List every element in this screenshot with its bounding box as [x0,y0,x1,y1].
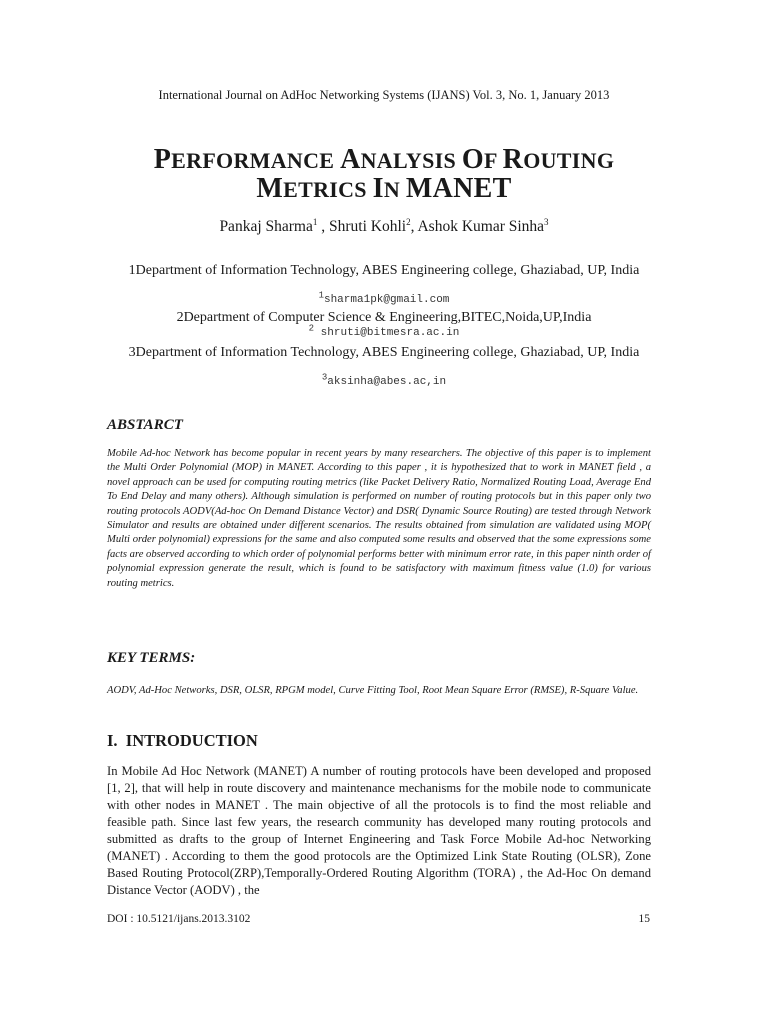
abstract-heading: ABSTARCT [107,417,183,433]
title-line-1 [60,146,708,175]
journal-header: International Journal on AdHoc Networking Systems (IJANS) Vol. 3, No. 1, January 2013 [158,88,610,102]
title-word: MANET [405,173,512,204]
author-sep: , [317,218,329,235]
author-sup: 3 [544,216,549,227]
title-word: ROUTING [502,144,615,175]
author-sep: , [410,218,418,235]
title-word: OF [461,144,503,175]
author-sup: 2 [406,216,411,227]
title-line-2 [60,175,708,204]
email-3: $^3$aksinha@abes.ac,in [321,372,447,388]
introduction-heading: I. INTRODUCTION [107,731,258,750]
key-terms-heading: KEY TERMS: [107,650,196,666]
paper-title [60,146,708,204]
affiliation-3: 3Department of Information Technology, ABES Engineering college, Ghaziabad, UP, India [128,345,640,360]
abstract-text: Mobile Ad-hoc Network has become popular in recent years by many researchers. The objective of this paper is to implement the Multi Order Polynomial (MOP) in MANET. According to this paper , it is hypothesized that to work in MANET field , a novel approach can be used for computing routing metrics (like Packet Delivery Ratio, Normalized Routing Load, Average End To End Delay and many others). Although simulation is performed on number of routing protocols but in this paper only two routing protocols AODV(Ad-hoc On Demand Distance Vector) and DSR( Dynamic Source Routing) are tested through Network Simulator and results are obtained under different scenarios. The results obtained from simulation are validated using MOP( Multi order polynomial) expressions for the same and also computed some results and observed that the some expressions some facts are observed according to which order of polynomial performs better with minimum error rate, in this paper ninth order of polynomial expression generate the result, which is found to be satisfactory with maximum fitness value (1.0) for various routing metrics. [107,448,651,589]
affiliation-1: 1Department of Information Technology, ABES Engineering college, Ghaziabad, UP, India [128,263,640,278]
author-name: Shruti Kohli [328,218,407,235]
title-word: IN [372,173,406,204]
page-number: 15 [638,913,650,925]
email-1: $^1$sharma1pk@gmail.com [318,290,450,306]
footer-doi: DOI : 10.5121/ijans.2013.3102 [107,913,251,925]
title-word: ANALYSIS [340,144,462,175]
title-word: PERFORMANCE [153,144,341,175]
author-list [0,218,768,236]
title-word: METRICS [256,173,373,204]
author-sup: 1 [312,216,318,227]
affiliation-2: 2Department of Computer Science & Engineering,BITEC,Noida,UP,India [176,310,592,325]
introduction-text: In Mobile Ad Hoc Network (MANET) A number of routing protocols have been developed and proposed [1, 2], that will help in route discovery and maintenance mechanisms for the mobile node to communicate with other nodes in MANET . The main objective of all the protocols is to find the most reliable and feasible path. Since last few years, the research community has developed many routing protocols and submitted as drafts to the group of Internet Engineering and Task Force Mobile Ad-hoc Networking (MANET) . According to them the good protocols are the Optimized Link State Routing (OLSR), Zone Based Routing Protocol(ZRP),Temporally-Ordered Routing Algorithm (TORA) , the Ad-Hoc On demand Distance Vector (AODV) , the [107,764,651,897]
email-2: $^2$ shruti@bitmesra.ac.in [308,323,460,339]
key-terms-text: AODV, Ad-Hoc Networks, DSR, OLSR, RPGM model, Curve Fitting Tool, Root Mean Square Error (RMSE), R-Square Value. [107,685,639,696]
author-name: Pankaj Sharma [219,218,313,235]
author-name: Ashok Kumar Sinha [417,218,545,235]
